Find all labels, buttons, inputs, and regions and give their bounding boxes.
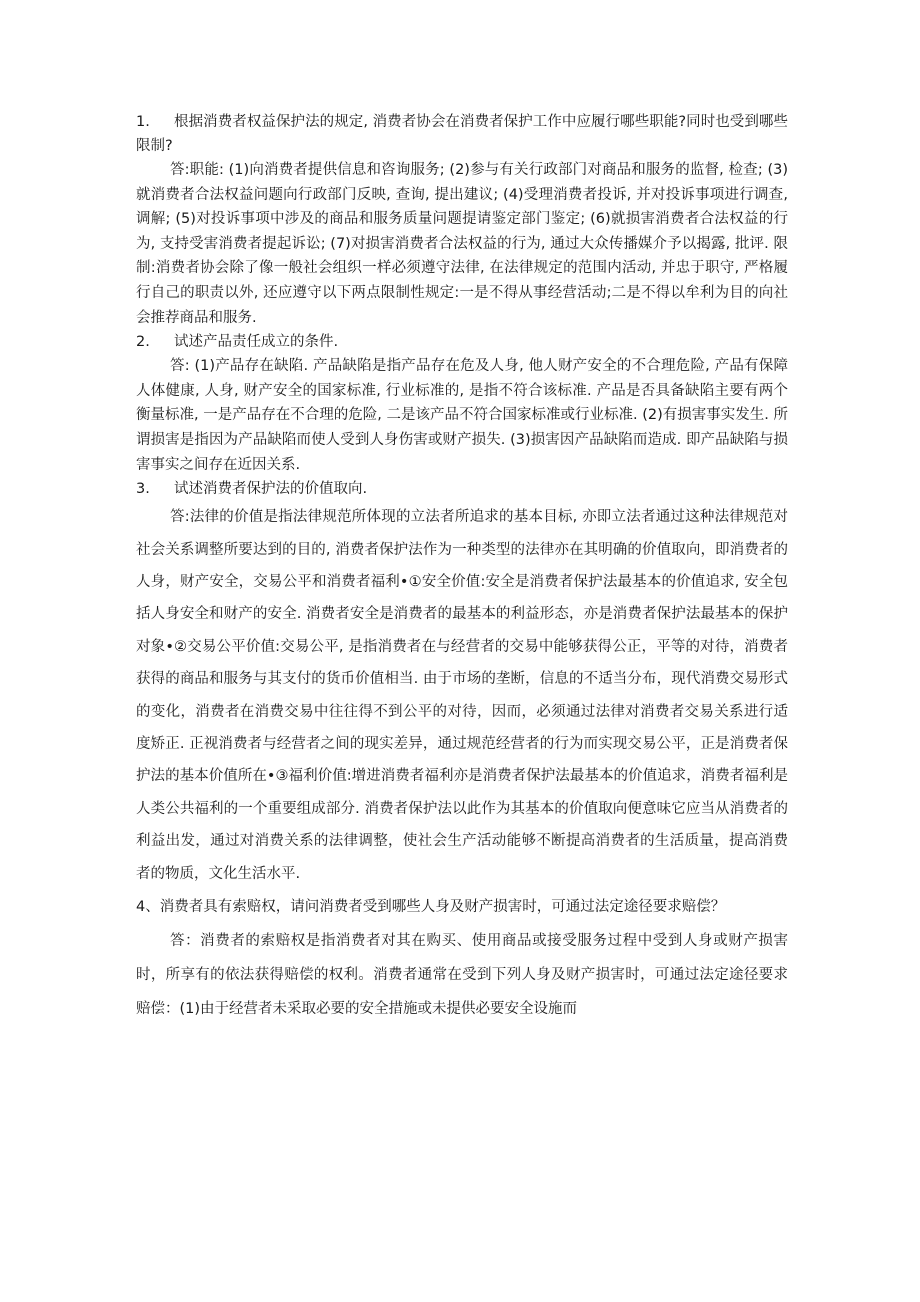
- question-1: [136, 110, 788, 158]
- question-3: [136, 477, 788, 501]
- answer-4: 答：消费者的索赔权是指消费者对其在购买、使用商品或接受服务过程中受到人身或财产损害时，所享有的依法获得赔偿的权利。消费者通常在受到下列人身及财产损害时，可通过法定途径要求赔偿：(1)由于经营者未采取必要的安全措施或未提供必要安全设施而: [136, 933, 788, 1017]
- answer-2: 答: (1)产品存在缺陷. 产品缺陷是指产品存在危及人身, 他人财产安全的不合理危险, 产品有保障人体健康, 人身, 财产安全的国家标准, 行业标准的, 是指不符合该标准. 产品是否具备缺陷主要有两个衡量标准, 一是产品存在不合理的危险, 二是该产品不符合国家标准或行业标准. (2)有损害事实发生. 所谓损害是指因为产品缺陷而使人受到人身伤害或财产损失. (3)损害因产品缺陷而造成. 即产品缺陷与损害事实之间存在近因关系.: [136, 358, 788, 473]
- document-page: [136, 110, 788, 1026]
- answer-3: 答:法律的价值是指法律规范所体现的立法者所追求的基本目标, 亦即立法者通过这种法律规范对社会关系调整所要达到的目的, 消费者保护法作为一种类型的法律亦在其明确的价值取向，即消费者的人身，财产安全，交易公平和消费者福利•①安全价值:安全是消费者保护法最基本的价值追求, 安全包括人身安全和财产的安全. 消费者安全是消费者的最基本的利益形态，亦是消费者保护法最基本的保护对象•②交易公平价值:交易公平, 是指消费者在与经营者的交易中能够获得公正，平等的对待，消费者获得的商品和服务与其支付的货币价值相当. 由于市场的垄断，信息的不适当分布，现代消费交易形式的变化，消费者在消费交易中往往得不到公平的对待，因而，必须通过法律对消费者交易关系进行适度矫正. 正视消费者与经营者之间的现实差异，通过规范经营者的行为而实现交易公平，正是消费者保护法的基本价值所在•③福利价值:增进消费者福利亦是消费者保护法最基本的价值追求，消费者福利是人类公共福利的一个重要组成部分. 消费者保护法以此作为其基本的价值取向便意味它应当从消费者的利益出发，通过对消费关系的法律调整，使社会生产活动能够不断提高消费者的生活质量，提高消费者的物质，文化生活水平.: [136, 509, 788, 882]
- answer-1: 答:职能: (1)向消费者提供信息和咨询服务; (2)参与有关行政部门对商品和服务的监督, 检查; (3)就消费者合法权益问题向行政部门反映, 查询, 提出建议; (4)受理消费者投诉, 并对投诉事项进行调查, 调解; (5)对投诉事项中涉及的商品和服务质量问题提请鉴定部门鉴定; (6)就损害消费者合法权益的行为, 支持受害消费者提起诉讼; (7)对损害消费者合法权益的行为, 通过大众传播媒介予以揭露, 批评. 限制:消费者协会除了像一般社会组织一样必须遵守法律, 在法律规定的范围内活动, 并忠于职守, 严格履行自己的职责以外, 还应遵守以下两点限制性规定:一是不得从事经营活动;二是不得以牟利为目的向社会推荐商品和服务.: [136, 162, 788, 326]
- question-3-number: 3.: [136, 481, 150, 498]
- question-3-text: 试述消费者保护法的价值取向.: [174, 481, 368, 498]
- question-1-number: 1.: [136, 114, 150, 130]
- question-1-text: 根据消费者权益保护法的规定, 消费者协会在消费者保护工作中应履行哪些职能?同时也受到哪些限制?: [136, 114, 788, 154]
- question-2: [136, 330, 788, 354]
- question-2-number: 2.: [136, 334, 150, 351]
- question-2-text: 试述产品责任成立的条件.: [174, 334, 339, 351]
- question-4: 4、消费者具有索赔权，请问消费者受到哪些人身及财产损害时，可通过法定途径要求赔偿？: [136, 899, 726, 915]
